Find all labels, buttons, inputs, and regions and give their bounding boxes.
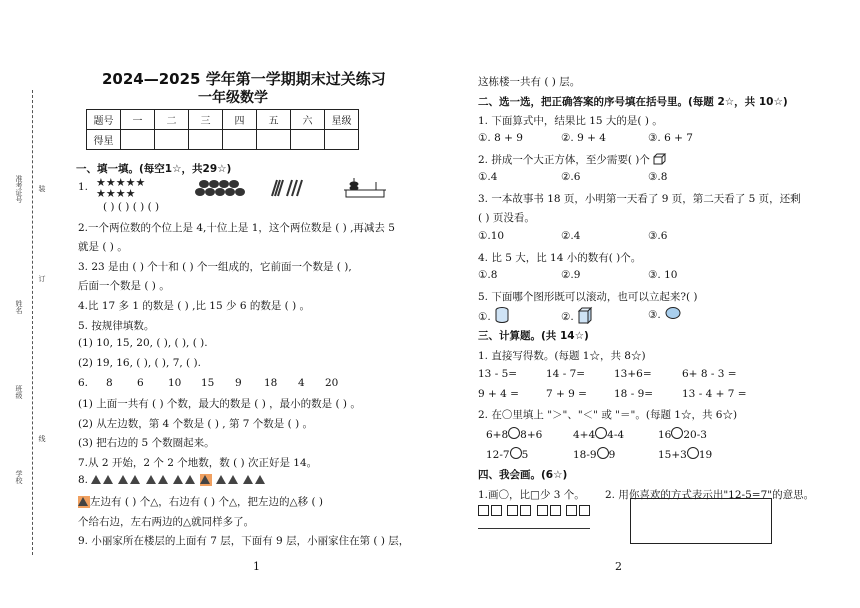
q1-pictures xyxy=(96,176,396,198)
choice-q1-option[interactable]: ①. 8 + 9 xyxy=(478,132,523,144)
score-cell[interactable] xyxy=(291,130,325,150)
score-header: 星级 xyxy=(325,110,359,130)
choice-q2-option[interactable]: ②.6 xyxy=(561,171,581,183)
sticks-bundle-icon xyxy=(272,180,302,196)
svg-text:★★★★★: ★★★★★ xyxy=(96,176,146,189)
stars-icon xyxy=(96,176,145,198)
cuboid-icon xyxy=(577,306,593,324)
q3-text-cont: 后面一个数是 ( ) 。 xyxy=(78,280,170,292)
triangle-icon xyxy=(103,475,113,484)
compare-circle-icon xyxy=(597,447,609,459)
choice-q2-option[interactable]: ③.8 xyxy=(648,171,668,183)
triangle-icon xyxy=(146,475,156,484)
choice-q5-option[interactable] xyxy=(648,306,682,321)
score-row-label: 得星 xyxy=(87,130,121,150)
square-icon xyxy=(520,505,531,516)
q6-part-2: (2) 从左边数，第 4 个数是 ( ) , 第 7 个数是 ( ) 。 xyxy=(78,418,314,430)
draw-q1: 1.画〇，比□少 3 个。 xyxy=(478,489,585,501)
exam-title: 2024—2025 学年第一学期期末过关练习 xyxy=(102,70,386,88)
choice-q1-option[interactable]: ③. 6 + 7 xyxy=(648,132,693,144)
q8-triangles xyxy=(91,474,267,486)
choice-q3-option[interactable]: ①.10 xyxy=(478,230,505,242)
compare-item[interactable]: 12-7 5 xyxy=(486,449,529,461)
square-icon xyxy=(491,505,502,516)
highlighted-triangle-icon xyxy=(78,496,90,508)
choice-q4-option[interactable]: ③. 10 xyxy=(648,269,678,281)
label-class: 班级 xyxy=(15,385,23,399)
q6-number-item: 15 xyxy=(201,377,215,389)
q2-text: 2.一个两位数的个位上是 4,十位上是 1，这个两位数是 ( ) ,再减去 5 xyxy=(78,222,395,234)
choice-q3-option[interactable]: ③.6 xyxy=(648,230,668,242)
page-number-right: 2 xyxy=(615,560,622,573)
answer-line[interactable] xyxy=(478,528,590,529)
section-3-heading: 三、计算题。(共 14☆) xyxy=(478,330,589,342)
score-table xyxy=(86,109,359,150)
q1-answer-parens[interactable]: ( ) ( ) ( ) ( ) xyxy=(103,201,160,213)
score-cell[interactable] xyxy=(257,130,291,150)
section-4-heading: 四、我会画。(6☆) xyxy=(478,469,568,481)
binding-mark: 线 xyxy=(38,435,46,442)
choice-q3-cont: ( ) 页没看。 xyxy=(478,212,535,224)
triangle-icon xyxy=(173,475,183,484)
binding-mark: 订 xyxy=(38,275,46,282)
choice-q2-text: 2. 拼成一个大正方体，至少需要( )个 xyxy=(478,154,650,166)
q5-part-2: (2) 19, 16, ( ), ( ), 7, ( ). xyxy=(78,357,201,369)
option-label: ③. xyxy=(648,309,661,321)
q4-text: 4.比 17 多 1 的数是 ( ) ,比 15 少 6 的数是 ( ) 。 xyxy=(78,300,311,312)
compare-circle-icon xyxy=(510,447,522,459)
option-label: ②. xyxy=(561,311,574,323)
q6-number-item: 9 xyxy=(235,377,242,389)
calc-item[interactable]: 6+ 8 - 3 = xyxy=(682,368,737,380)
abacus-icon xyxy=(344,178,386,197)
score-header: 六 xyxy=(291,110,325,130)
cylinder-icon xyxy=(494,306,510,324)
choice-q5-option[interactable] xyxy=(478,306,510,324)
compare-item[interactable]: 15+3 19 xyxy=(658,449,713,461)
ball-icon xyxy=(664,306,682,320)
triangle-icon xyxy=(158,475,168,484)
calc-item[interactable]: 9 + 4 = xyxy=(478,388,519,400)
q6-part-1: (1) 上面一共有 ( ) 个数，最大的数是 ( ) ，最小的数是 ( ) 。 xyxy=(78,398,361,410)
choice-q4: 4. 比 5 大，比 14 小的数有( )个。 xyxy=(478,252,642,264)
q6-number-item: 10 xyxy=(168,377,182,389)
q8-line-2 xyxy=(78,494,323,509)
draw-q2: 2. 用你喜欢的方式表示出"12-5=7"的意思。 xyxy=(605,489,815,501)
square-icon xyxy=(566,505,577,516)
triangle-icon xyxy=(118,475,128,484)
q5-text: 5. 按规律填数。 xyxy=(78,320,155,332)
score-header: 四 xyxy=(223,110,257,130)
score-header: 题号 xyxy=(87,110,121,130)
q6-number: 6. xyxy=(78,377,89,389)
q9-text-cont: 这栋楼一共有 ( ) 层。 xyxy=(478,76,581,88)
triangle-icon xyxy=(216,475,226,484)
compare-circle-icon xyxy=(687,447,699,459)
q6-part-3: (3) 把右边的 5 个数圈起来。 xyxy=(78,437,215,449)
choice-q3: 3. 一本故事书 18 页，小明第一天看了 9 页，第二天看了 5 页，还剩 xyxy=(478,193,801,205)
compare-item[interactable]: 6+8 8+6 xyxy=(486,429,543,441)
q2-text-cont: 就是 ( ) 。 xyxy=(78,241,128,253)
q1-number: 1. xyxy=(78,181,89,193)
choice-q5-option[interactable] xyxy=(561,306,593,324)
compare-item[interactable]: 16 20-3 xyxy=(658,429,707,441)
calc-item[interactable]: 7 + 9 = xyxy=(546,388,587,400)
binding-mark: 装 xyxy=(38,185,46,192)
square-icon xyxy=(550,505,561,516)
calc-item[interactable]: 13+6= xyxy=(614,368,652,380)
triangle-icon xyxy=(185,475,195,484)
cube-icon xyxy=(653,153,667,165)
score-cell[interactable] xyxy=(189,130,223,150)
square-icon xyxy=(507,505,518,516)
q7-text: 7.从 2 开始，2 个 2 个地数，数 ( ) 次正好是 14。 xyxy=(78,457,318,469)
compare-circle-icon xyxy=(671,427,683,439)
q6-number-item: 18 xyxy=(264,377,278,389)
choice-q1-option[interactable]: ②. 9 + 4 xyxy=(561,132,606,144)
triangle-icon xyxy=(255,475,265,484)
binding-line xyxy=(32,90,33,555)
q8-text-cont: 个给右边，左右两边的△就同样多了。 xyxy=(78,516,255,528)
choice-q5: 5. 下面哪个图形既可以滚动，也可以立起来?( ) xyxy=(478,291,698,303)
square-icon xyxy=(537,505,548,516)
calc-item[interactable]: 13 - 5= xyxy=(478,368,518,380)
q3-text: 3. 23 是由 ( ) 个十和 ( ) 个一组成的，它前面一个数是 ( ), xyxy=(78,261,352,273)
q8-number: 8. xyxy=(78,474,89,486)
choice-q3-option[interactable]: ②.4 xyxy=(561,230,581,242)
calc-item[interactable]: 14 - 7= xyxy=(546,368,586,380)
svg-text:★★★★: ★★★★ xyxy=(96,187,136,198)
highlighted-triangle-icon xyxy=(200,474,212,486)
choice-q2 xyxy=(478,152,667,167)
choice-q1: 1. 下面算式中，结果比 15 大的是( ) 。 xyxy=(478,115,663,127)
score-cell[interactable] xyxy=(223,130,257,150)
calc-part-2-heading: 2. 在〇里填上 "＞"、"＜" 或 "＝"。(每题 1☆，共 6☆) xyxy=(478,409,738,421)
section-1-heading: 一、填一填。(每空1☆，共29☆) xyxy=(76,163,232,175)
calc-part-1-heading: 1. 直接写得数。(每题 1☆，共 8☆) xyxy=(478,350,646,362)
q5-part-1: (1) 10, 15, 20, ( ), ( ), ( ). xyxy=(78,337,208,349)
page-number-left: 1 xyxy=(253,560,260,573)
peaches-icon xyxy=(195,180,245,196)
compare-item[interactable]: 18-9 9 xyxy=(573,449,616,461)
triangle-icon xyxy=(130,475,140,484)
option-label: ①. xyxy=(478,311,491,323)
squares-row xyxy=(478,505,592,518)
square-icon xyxy=(478,505,489,516)
label-school: 学校 xyxy=(15,470,23,484)
section-2-heading: 二、选一选，把正确答案的序号填在括号里。(每题 2☆，共 10☆) xyxy=(478,96,788,108)
choice-q4-option[interactable]: ①.8 xyxy=(478,269,498,281)
score-cell[interactable] xyxy=(325,130,359,150)
calc-item[interactable]: 18 - 9= xyxy=(614,388,654,400)
calc-item[interactable]: 13 - 4 + 7 = xyxy=(682,388,747,400)
triangle-icon xyxy=(243,475,253,484)
label-exam-number: 准考证号 xyxy=(15,175,23,203)
score-header: 一 xyxy=(121,110,155,130)
choice-q2-option[interactable]: ①.4 xyxy=(478,171,498,183)
triangle-icon xyxy=(228,475,238,484)
drawing-box[interactable] xyxy=(630,498,772,544)
q9-text: 9. 小丽家所在楼层的上面有 7 层，下面有 9 层，小丽家住在第 ( ) 层， xyxy=(78,535,410,547)
label-name: 姓名 xyxy=(15,300,23,314)
compare-circle-icon xyxy=(508,427,520,439)
score-header: 二 xyxy=(155,110,189,130)
q6-number-item: 6 xyxy=(137,377,144,389)
triangle-icon xyxy=(91,475,101,484)
exam-subtitle: 一年级数学 xyxy=(198,90,268,106)
q6-number-item: 20 xyxy=(325,377,339,389)
choice-q4-option[interactable]: ②.9 xyxy=(561,269,581,281)
score-cell[interactable] xyxy=(155,130,189,150)
q8-text: 左边有 ( ) 个△，右边有 ( ) 个△，把左边的△移 ( ) xyxy=(90,496,324,508)
compare-circle-icon xyxy=(595,427,607,439)
compare-item[interactable]: 4+4 4-4 xyxy=(573,429,625,441)
square-icon xyxy=(579,505,590,516)
score-header: 五 xyxy=(257,110,291,130)
score-header: 三 xyxy=(189,110,223,130)
q6-number-item: 4 xyxy=(298,377,305,389)
score-cell[interactable] xyxy=(121,130,155,150)
q6-number-item: 8 xyxy=(106,377,113,389)
